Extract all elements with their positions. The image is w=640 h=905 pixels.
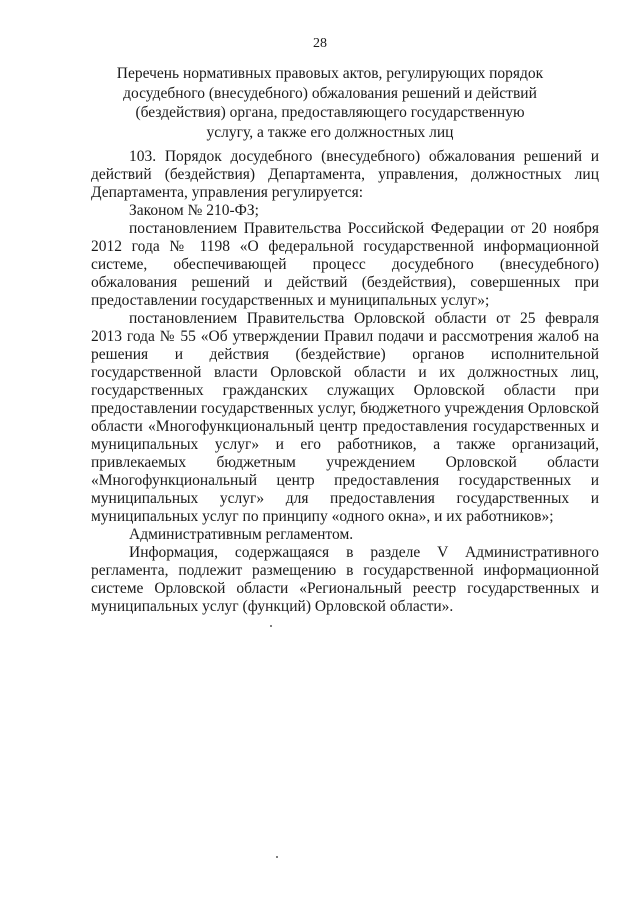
heading-line: услугу, а также его должностных лиц: [206, 123, 454, 141]
law-210-fz: Законом № 210-ФЗ;: [129, 202, 259, 219]
heading-line: досудебного (внесудебного) обжалования решений и действий: [123, 84, 537, 102]
resolution-1198: постановлением Правительства Российской Федерации от 20 ноября 2012 года № 1198 «О федеральной государственной информационной системе, обеспечивающей процесс досудебного (внесудебного) обжалования решений и действий (бездействия), совершенных при предоставлении государственных и муниципальных услуг»;: [91, 220, 599, 309]
page-number: 28: [313, 36, 327, 51]
paragraph-item-103: 103. Порядок досудебного (внесудебного) обжалования решений и действий (бездействия) Департамента, управления, должностных лиц Департамента, управления регулируется:: [91, 148, 599, 201]
scan-speck: [270, 625, 272, 627]
scan-speck: [276, 856, 278, 858]
information-paragraph: Информация, содержащаяся в разделе V Административного регламента, подлежит размещению в государственной информационной системе Орловской области «Региональный реестр государственных и муниципальных услуг (функций) Орловской области».: [91, 544, 599, 615]
section-heading: [100, 64, 560, 142]
resolution-55: постановлением Правительства Орловской области от 25 февраля 2013 года № 55 «Об утверждении Правил подачи и рассмотрения жалоб на решения и действия (бездействие) органов исполнительной государственной власти Орловской области и их должностных лиц, государственных гражданских служащих Орловской области при предоставлении государственных услуг, бюджетного учреждения Орловской области «Многофункциональный центр предоставления государственных и муниципальных услуг» и его работников, а также организаций, привлекаемых бюджетным учреждением Орловской области «Многофункциональный центр предоставления государственных и муниципальных услуг» для предоставления государственных и муниципальных услуг по принципу «одного окна», и их работников»;: [91, 310, 599, 525]
administrative-regulation: Административным регламентом.: [129, 526, 354, 543]
heading-line: (бездействия) органа, предоставляющего государственную: [135, 104, 525, 121]
heading-line: Перечень нормативных правовых актов, регулирующих порядок: [116, 65, 544, 82]
document-body: [91, 148, 599, 616]
